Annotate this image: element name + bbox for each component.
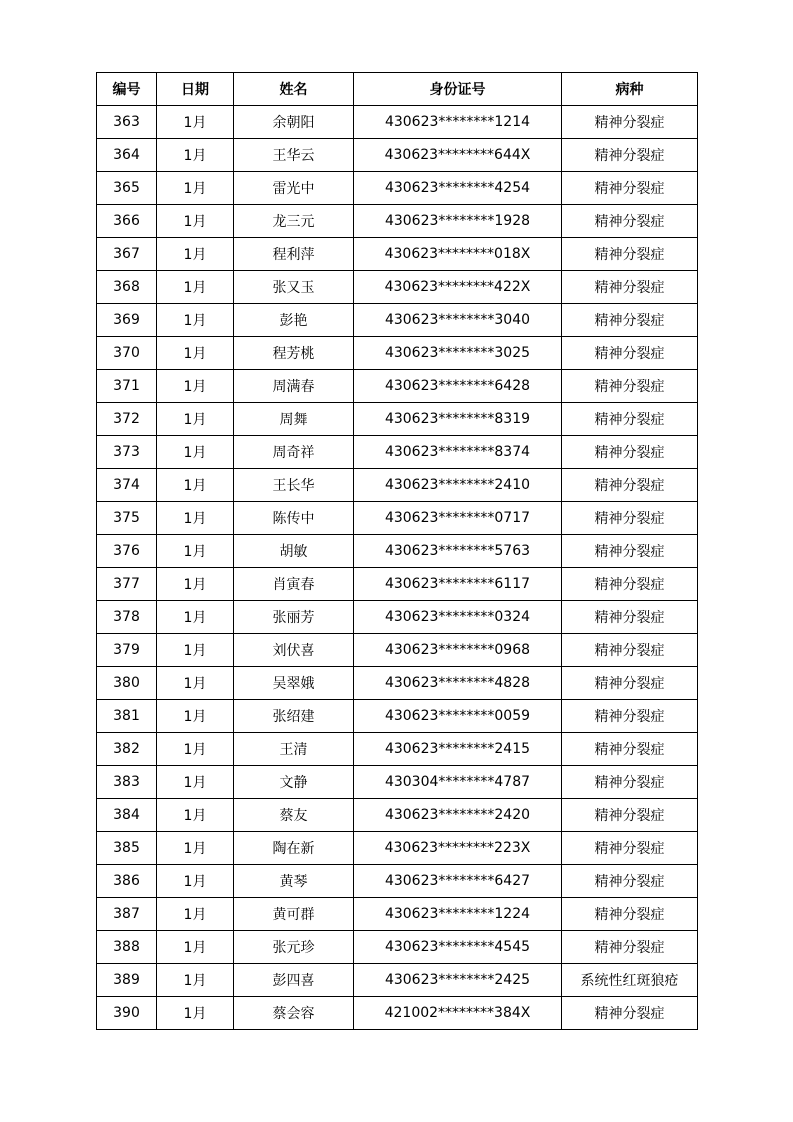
cell-id: 430623********0717 — [354, 502, 562, 535]
header-name: 姓名 — [234, 73, 354, 106]
cell-date: 1月 — [157, 733, 234, 766]
cell-name: 王清 — [234, 733, 354, 766]
table-row — [97, 436, 698, 469]
cell-date: 1月 — [157, 238, 234, 271]
header-row — [97, 73, 698, 106]
cell-no: 366 — [97, 205, 157, 238]
cell-disease: 精神分裂症 — [562, 304, 698, 337]
cell-id: 430623********2420 — [354, 799, 562, 832]
cell-no: 377 — [97, 568, 157, 601]
cell-name: 蔡友 — [234, 799, 354, 832]
cell-disease: 精神分裂症 — [562, 205, 698, 238]
cell-no: 376 — [97, 535, 157, 568]
table-row — [97, 271, 698, 304]
table-row — [97, 304, 698, 337]
cell-id: 430623********3040 — [354, 304, 562, 337]
cell-name: 程芳桃 — [234, 337, 354, 370]
cell-name: 王长华 — [234, 469, 354, 502]
cell-date: 1月 — [157, 436, 234, 469]
cell-date: 1月 — [157, 337, 234, 370]
cell-id: 430623********1224 — [354, 898, 562, 931]
table-row — [97, 931, 698, 964]
cell-disease: 精神分裂症 — [562, 238, 698, 271]
cell-name: 蔡会容 — [234, 997, 354, 1030]
cell-no: 369 — [97, 304, 157, 337]
cell-date: 1月 — [157, 700, 234, 733]
table-row — [97, 403, 698, 436]
cell-name: 王华云 — [234, 139, 354, 172]
cell-disease: 精神分裂症 — [562, 700, 698, 733]
cell-date: 1月 — [157, 172, 234, 205]
table-row — [97, 766, 698, 799]
cell-name: 余朝阳 — [234, 106, 354, 139]
cell-name: 周奇祥 — [234, 436, 354, 469]
cell-id: 430623********4254 — [354, 172, 562, 205]
cell-id: 430623********0968 — [354, 634, 562, 667]
cell-disease: 精神分裂症 — [562, 172, 698, 205]
table-row — [97, 997, 698, 1030]
cell-id: 430623********644X — [354, 139, 562, 172]
cell-date: 1月 — [157, 799, 234, 832]
cell-name: 彭四喜 — [234, 964, 354, 997]
cell-date: 1月 — [157, 106, 234, 139]
cell-id: 430623********1214 — [354, 106, 562, 139]
cell-no: 380 — [97, 667, 157, 700]
cell-name: 张丽芳 — [234, 601, 354, 634]
table-row — [97, 667, 698, 700]
table-row — [97, 634, 698, 667]
cell-date: 1月 — [157, 601, 234, 634]
cell-date: 1月 — [157, 469, 234, 502]
cell-id: 430623********422X — [354, 271, 562, 304]
cell-id: 430623********2425 — [354, 964, 562, 997]
cell-date: 1月 — [157, 205, 234, 238]
cell-disease: 精神分裂症 — [562, 832, 698, 865]
cell-date: 1月 — [157, 898, 234, 931]
cell-disease: 精神分裂症 — [562, 535, 698, 568]
cell-no: 387 — [97, 898, 157, 931]
cell-date: 1月 — [157, 139, 234, 172]
cell-name: 吴翠娥 — [234, 667, 354, 700]
cell-date: 1月 — [157, 403, 234, 436]
cell-name: 周舞 — [234, 403, 354, 436]
cell-name: 肖寅春 — [234, 568, 354, 601]
cell-id: 430623********1928 — [354, 205, 562, 238]
cell-date: 1月 — [157, 535, 234, 568]
cell-no: 368 — [97, 271, 157, 304]
cell-disease: 精神分裂症 — [562, 502, 698, 535]
cell-disease: 精神分裂症 — [562, 106, 698, 139]
table-row — [97, 469, 698, 502]
cell-name: 陶在新 — [234, 832, 354, 865]
table-row — [97, 139, 698, 172]
cell-name: 黄琴 — [234, 865, 354, 898]
table-row — [97, 733, 698, 766]
cell-disease: 精神分裂症 — [562, 271, 698, 304]
cell-id: 430623********5763 — [354, 535, 562, 568]
cell-disease: 精神分裂症 — [562, 865, 698, 898]
cell-name: 张绍建 — [234, 700, 354, 733]
cell-disease: 精神分裂症 — [562, 403, 698, 436]
cell-id: 421002********384X — [354, 997, 562, 1030]
cell-disease: 精神分裂症 — [562, 469, 698, 502]
cell-date: 1月 — [157, 304, 234, 337]
cell-date: 1月 — [157, 634, 234, 667]
cell-name: 张又玉 — [234, 271, 354, 304]
cell-id: 430623********6428 — [354, 370, 562, 403]
cell-disease: 精神分裂症 — [562, 436, 698, 469]
cell-no: 388 — [97, 931, 157, 964]
cell-id: 430304********4787 — [354, 766, 562, 799]
cell-disease: 精神分裂症 — [562, 733, 698, 766]
cell-id: 430623********4828 — [354, 667, 562, 700]
cell-id: 430623********223X — [354, 832, 562, 865]
cell-name: 黄可群 — [234, 898, 354, 931]
cell-disease: 精神分裂症 — [562, 997, 698, 1030]
cell-no: 378 — [97, 601, 157, 634]
cell-name: 龙三元 — [234, 205, 354, 238]
cell-disease: 精神分裂症 — [562, 667, 698, 700]
cell-date: 1月 — [157, 931, 234, 964]
cell-no: 370 — [97, 337, 157, 370]
cell-no: 386 — [97, 865, 157, 898]
table-body — [97, 106, 698, 1030]
cell-id: 430623********6117 — [354, 568, 562, 601]
cell-no: 367 — [97, 238, 157, 271]
cell-id: 430623********0059 — [354, 700, 562, 733]
cell-id: 430623********8374 — [354, 436, 562, 469]
table-row — [97, 898, 698, 931]
cell-no: 372 — [97, 403, 157, 436]
cell-no: 384 — [97, 799, 157, 832]
cell-id: 430623********8319 — [354, 403, 562, 436]
cell-date: 1月 — [157, 370, 234, 403]
cell-disease: 精神分裂症 — [562, 568, 698, 601]
cell-disease: 精神分裂症 — [562, 139, 698, 172]
cell-id: 430623********018X — [354, 238, 562, 271]
header-date: 日期 — [157, 73, 234, 106]
cell-name: 胡敏 — [234, 535, 354, 568]
cell-no: 363 — [97, 106, 157, 139]
cell-name: 陈传中 — [234, 502, 354, 535]
table-row — [97, 535, 698, 568]
cell-id: 430623********2410 — [354, 469, 562, 502]
cell-name: 彭艳 — [234, 304, 354, 337]
cell-date: 1月 — [157, 964, 234, 997]
table-row — [97, 205, 698, 238]
records-table — [96, 72, 698, 1030]
cell-disease: 精神分裂症 — [562, 634, 698, 667]
cell-name: 程利萍 — [234, 238, 354, 271]
table-row — [97, 832, 698, 865]
cell-disease: 精神分裂症 — [562, 601, 698, 634]
cell-name: 文静 — [234, 766, 354, 799]
cell-date: 1月 — [157, 997, 234, 1030]
cell-no: 385 — [97, 832, 157, 865]
table-row — [97, 865, 698, 898]
table-row — [97, 799, 698, 832]
cell-name: 雷光中 — [234, 172, 354, 205]
table-row — [97, 568, 698, 601]
table-header — [97, 73, 698, 106]
table-row — [97, 370, 698, 403]
cell-no: 375 — [97, 502, 157, 535]
cell-no: 390 — [97, 997, 157, 1030]
table-row — [97, 106, 698, 139]
table-row — [97, 502, 698, 535]
cell-disease: 系统性红斑狼疮 — [562, 964, 698, 997]
header-no: 编号 — [97, 73, 157, 106]
cell-no: 371 — [97, 370, 157, 403]
cell-disease: 精神分裂症 — [562, 898, 698, 931]
cell-date: 1月 — [157, 865, 234, 898]
cell-id: 430623********6427 — [354, 865, 562, 898]
cell-name: 刘伏喜 — [234, 634, 354, 667]
cell-no: 365 — [97, 172, 157, 205]
cell-id: 430623********3025 — [354, 337, 562, 370]
header-disease: 病种 — [562, 73, 698, 106]
cell-id: 430623********4545 — [354, 931, 562, 964]
cell-id: 430623********2415 — [354, 733, 562, 766]
cell-disease: 精神分裂症 — [562, 337, 698, 370]
cell-no: 379 — [97, 634, 157, 667]
cell-no: 374 — [97, 469, 157, 502]
cell-no: 389 — [97, 964, 157, 997]
cell-disease: 精神分裂症 — [562, 766, 698, 799]
table-row — [97, 238, 698, 271]
header-id: 身份证号 — [354, 73, 562, 106]
cell-date: 1月 — [157, 766, 234, 799]
cell-id: 430623********0324 — [354, 601, 562, 634]
table-row — [97, 964, 698, 997]
cell-no: 382 — [97, 733, 157, 766]
cell-date: 1月 — [157, 502, 234, 535]
cell-no: 364 — [97, 139, 157, 172]
table-row — [97, 337, 698, 370]
table-row — [97, 172, 698, 205]
cell-date: 1月 — [157, 568, 234, 601]
cell-no: 383 — [97, 766, 157, 799]
cell-date: 1月 — [157, 271, 234, 304]
cell-disease: 精神分裂症 — [562, 799, 698, 832]
cell-name: 张元珍 — [234, 931, 354, 964]
cell-disease: 精神分裂症 — [562, 931, 698, 964]
cell-disease: 精神分裂症 — [562, 370, 698, 403]
cell-date: 1月 — [157, 832, 234, 865]
table-row — [97, 601, 698, 634]
cell-no: 381 — [97, 700, 157, 733]
cell-date: 1月 — [157, 667, 234, 700]
cell-name: 周满春 — [234, 370, 354, 403]
table-row — [97, 700, 698, 733]
cell-no: 373 — [97, 436, 157, 469]
